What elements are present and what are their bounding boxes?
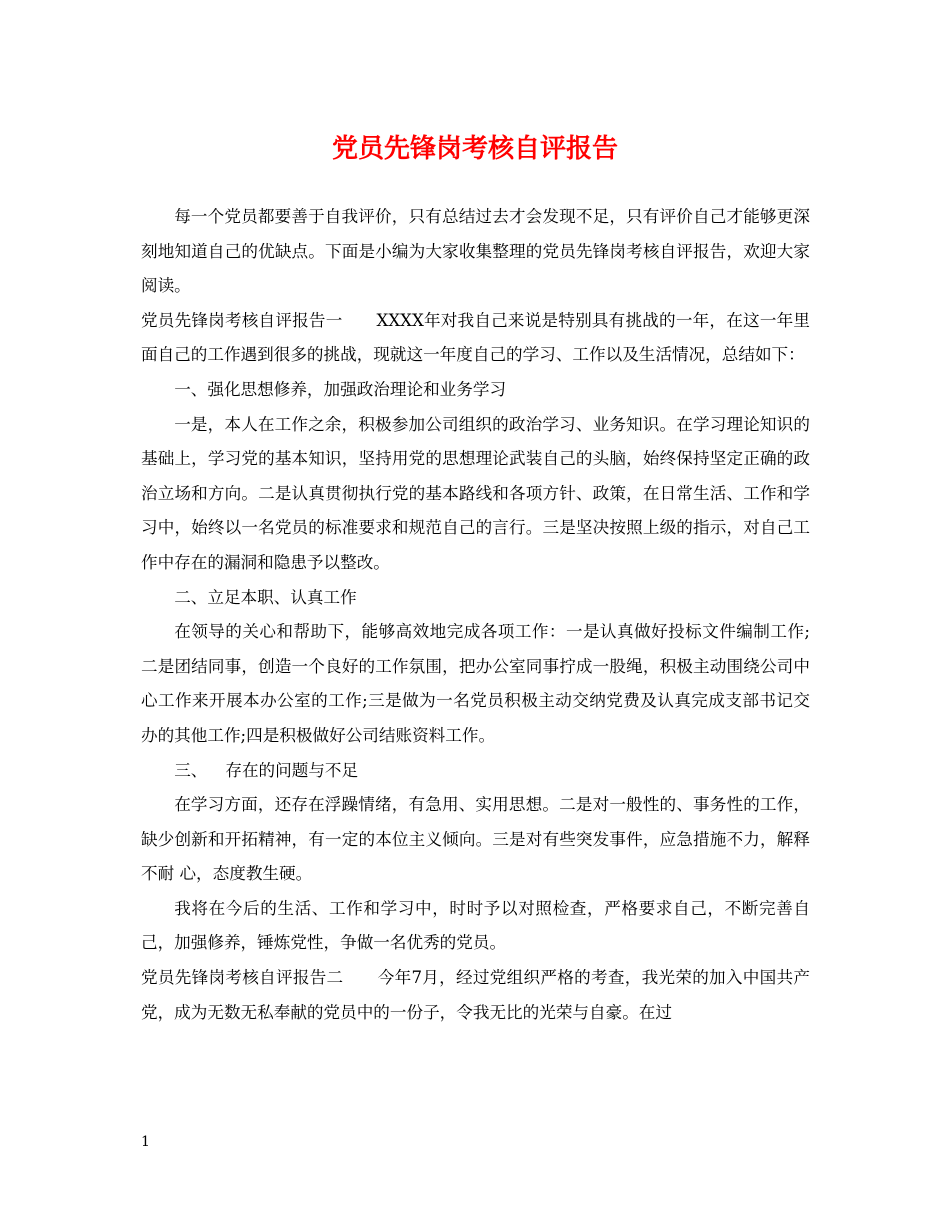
report-two-heading: 党员先锋岗考核自评报告二 — [141, 968, 344, 988]
report-one-heading: 党员先锋岗考核自评报告一 — [141, 310, 343, 330]
document-title: 党员先锋岗考核自评报告 — [331, 134, 618, 164]
report-two-paragraph — [141, 961, 810, 1030]
section-heading-3-number: 三、 — [174, 760, 208, 780]
section-heading-3 — [141, 754, 810, 789]
intro-paragraph: 每一个党员都要善于自我评价，只有总结过去才会发现不足，只有评价自己才能够更深刻地知道自己的优缺点。下面是小编为大家收集整理的党员先锋岗考核自评报告，欢迎大家阅读。 — [141, 207, 810, 296]
closing-paragraph: 我将在今后的生活、工作和学习中，时时予以对照检查，严格要求自己，不断完善自己，加强修养，锤炼党性，争做一名优秀的党员。 — [141, 898, 810, 953]
section-paragraph-3: 在学习方面，还存在浮躁情绪，有急用、实用思想。二是对一般性的、事务性的工作，缺少创新和开拓精神，有一定的本位主义倾向。三是对有些突发事件，应急措施不力，解释不耐 心，态度教生硬。 — [141, 795, 810, 884]
section-paragraph-1: 一是，本人在工作之余，积极参加公司组织的政治学习、业务知识。在学习理论知识的基础上，学习党的基本知识，坚持用党的思想理论武装自己的头脑，始终保持坚定正确的政治立场和方向。二是认真贯彻执行党的基本路线和各项方针、政策，在日常生活、工作和学习中，始终以一名党员的标准要求和规范自己的言行。三是坚决按照上级的指示，对自己工作中存在的漏洞和隐患予以整改。 — [141, 414, 810, 572]
section-heading-2: 二、立足本职、认真工作 — [174, 587, 357, 607]
section-paragraph-2: 在领导的关心和帮助下，能够高效地完成各项工作：一是认真做好投标文件编制工作;二是团结同事，创造一个良好的工作氛围，把办公室同事拧成一股绳，积极主动围绕公司中心工作来开展本办公室的工作;三是做为一名党员积极主动交纳党费及认真完成支部书记交办的其他工作;四是积极做好公司结账资料工作。 — [141, 622, 810, 745]
page-number: 1 — [141, 1134, 150, 1150]
document-body — [141, 200, 810, 1030]
report-one-paragraph — [141, 304, 810, 373]
section-heading-3-text: 存在的问题与不足 — [225, 760, 359, 780]
report-one-text: XXXX年对我自己来说是特别具有挑战的一年，在这一年里面自己的工作遇到很多的挑战，现就这一年度自己的学习、工作以及生活情况，总结如下： — [141, 310, 810, 365]
section-heading-1: 一、强化思想修养，加强政治理论和业务学习 — [174, 379, 507, 399]
report-two-text: 今年7月，经过党组织严格的考查，我光荣的加入中国共产党，成为无数无私奉献的党员中的一份子，令我无比的光荣与自豪。在过 — [141, 968, 811, 1022]
